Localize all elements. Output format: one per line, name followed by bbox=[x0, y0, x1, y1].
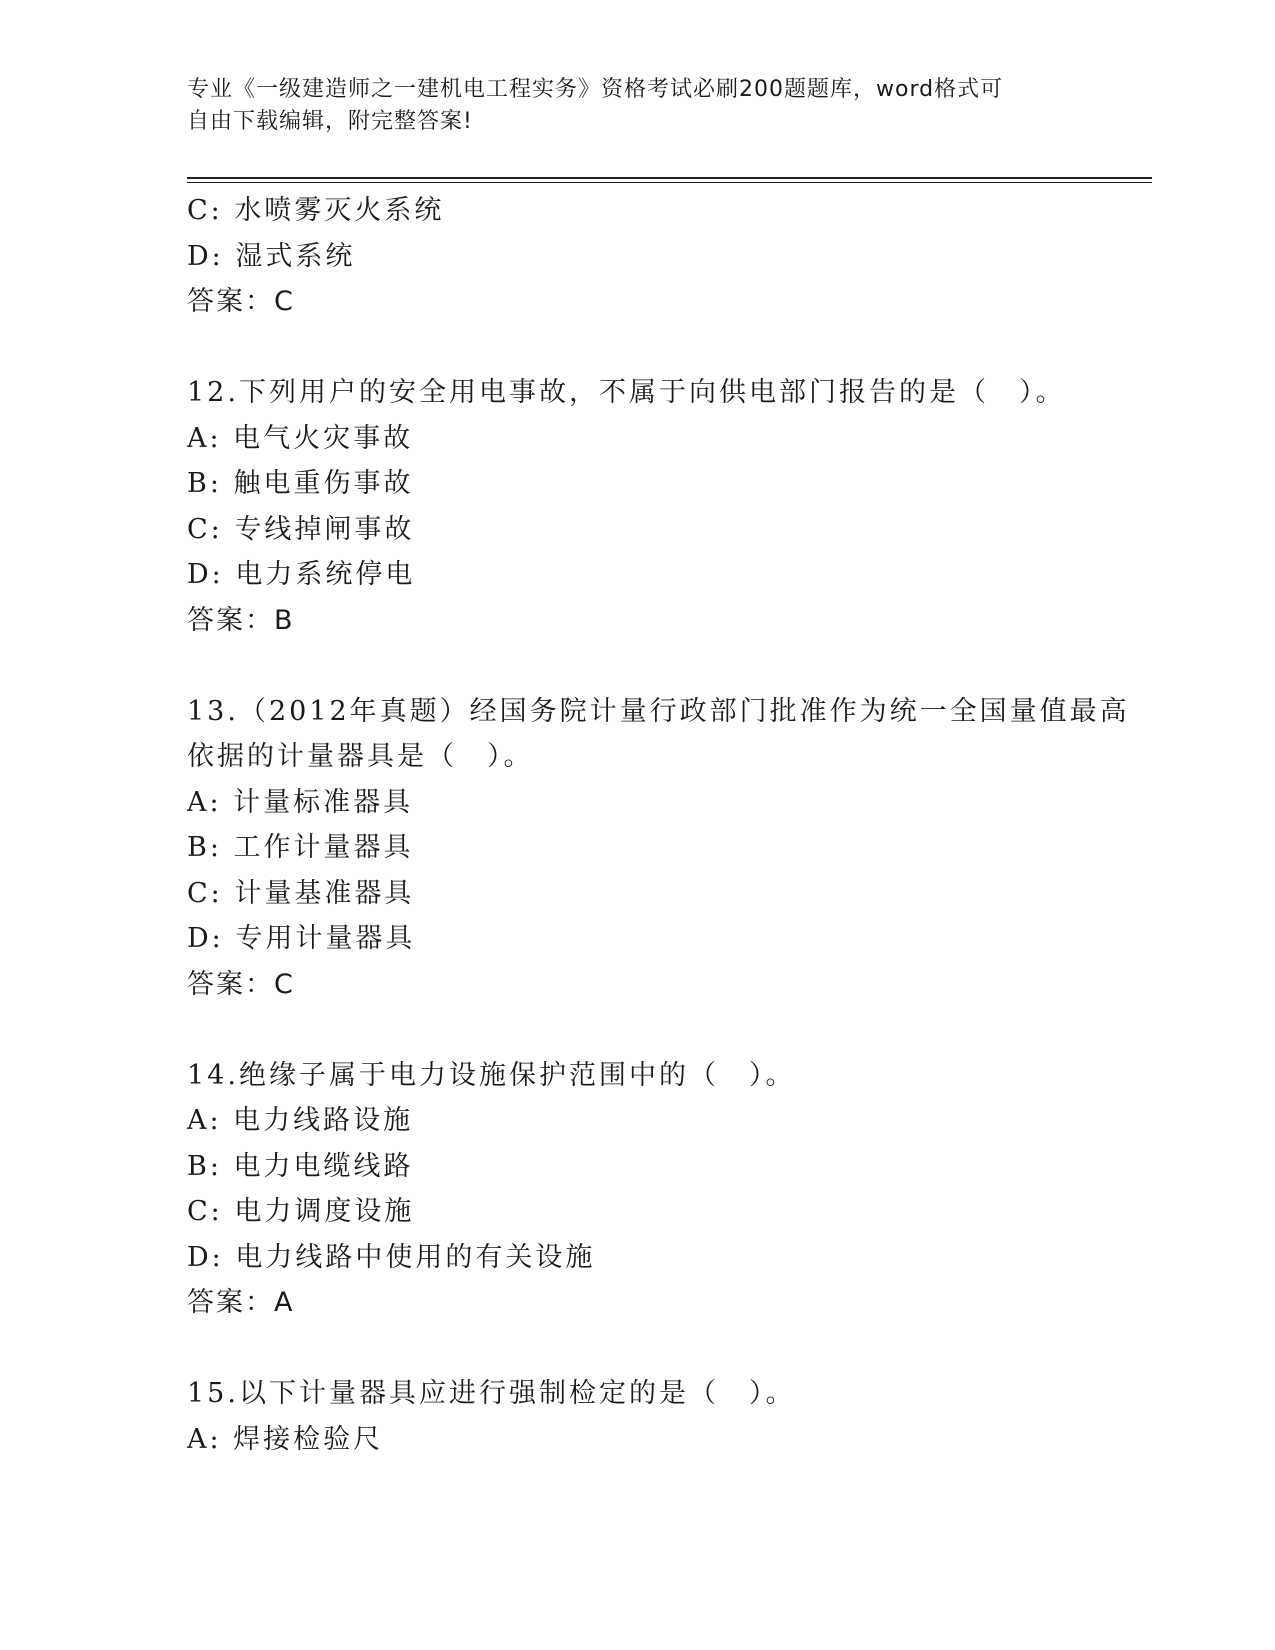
question-15 bbox=[187, 1371, 1147, 1462]
header-line-1: 专业《一级建造师之一建机电工程实务》资格考试必刷200题题库，word格式可 bbox=[187, 77, 1004, 102]
question-stem: 13.（2012年真题）经国务院计量行政部门批准作为统一全国量值最高 bbox=[187, 695, 1130, 727]
document-header bbox=[187, 74, 1067, 138]
question-stem: 12.下列用户的安全用电事故，不属于向供电部门报告的是（ ）。 bbox=[187, 377, 1066, 408]
question-12 bbox=[187, 370, 1147, 644]
option-c: C: 电力调度设施 bbox=[187, 1196, 415, 1227]
option-b: B: 触电重伤事故 bbox=[187, 468, 414, 499]
question-14 bbox=[187, 1053, 1147, 1327]
option-a: A: 电气火灾事故 bbox=[187, 422, 414, 454]
option-a: A: 计量标准器具 bbox=[187, 786, 414, 818]
answer-line: 答案：C bbox=[187, 968, 295, 1000]
option-b: B: 工作计量器具 bbox=[187, 832, 414, 863]
question-13 bbox=[187, 689, 1147, 1008]
question-list bbox=[187, 188, 1147, 1462]
answer-line: 答案：A bbox=[187, 1287, 295, 1318]
answer-line: 答案：C bbox=[187, 286, 295, 317]
option-c: C: 计量基准器具 bbox=[187, 877, 415, 909]
question-stem-continued: 依据的计量器具是（ ）。 bbox=[187, 741, 534, 772]
option-d: D: 湿式系统 bbox=[187, 240, 356, 272]
question-stem: 14.绝缘子属于电力设施保护范围中的（ ）。 bbox=[187, 1059, 796, 1091]
option-a: A: 电力线路设施 bbox=[187, 1105, 414, 1136]
option-c: C: 专线掉闸事故 bbox=[187, 513, 415, 545]
option-d: D: 专用计量器具 bbox=[187, 923, 416, 954]
header-rule-thick bbox=[187, 177, 1152, 179]
question-11-continued bbox=[187, 188, 1147, 325]
answer-line: 答案：B bbox=[187, 604, 295, 636]
option-d: D: 电力线路中使用的有关设施 bbox=[187, 1241, 596, 1273]
option-a: A: 焊接检验尺 bbox=[187, 1423, 384, 1455]
option-b: B: 电力电缆线路 bbox=[187, 1150, 414, 1182]
option-c: C: 水喷雾灭火系统 bbox=[187, 195, 445, 226]
header-rule-thin bbox=[187, 182, 1152, 183]
header-line-2: 自由下载编辑，附完整答案! bbox=[187, 109, 473, 134]
option-d: D: 电力系统停电 bbox=[187, 559, 416, 590]
question-stem: 15.以下计量器具应进行强制检定的是（ ）。 bbox=[187, 1378, 796, 1409]
